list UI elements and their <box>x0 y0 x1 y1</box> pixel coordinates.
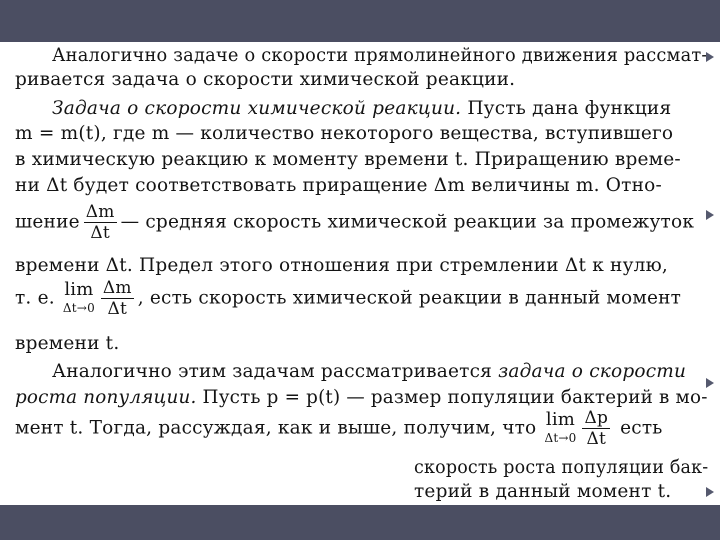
slide-top-band <box>0 0 720 42</box>
bullet-arrow-icon <box>706 487 714 497</box>
limit-subscript: Δt→0 <box>62 300 95 315</box>
fraction-denominator: Δt <box>586 429 607 449</box>
p2-line-1 <box>52 97 671 120</box>
p3-line-3-end: есть <box>620 417 663 439</box>
p2-line-4: ни Δt будет соответствовать приращение Δm величины m. Отно- <box>15 175 662 196</box>
fraction-dm-dt <box>84 202 117 243</box>
p2-line-7 <box>15 278 681 319</box>
p2-line-2: m = m(t), где m — количество некоторого вещества, вступившего <box>15 123 674 144</box>
p2-line-7-end: , есть скорость химической реакции в данный момент <box>137 287 682 309</box>
p2-line-7-start: т. е. <box>15 287 55 309</box>
limit-word: lim <box>545 408 576 430</box>
task-title: Задача о скорости химической реакции. <box>52 98 462 119</box>
limit-subscript: Δt→0 <box>544 430 577 445</box>
fraction-denominator: Δt <box>107 299 128 319</box>
p3-line-5: терий в данный момент t. <box>414 481 672 502</box>
p2-line-5-start: шение <box>15 211 80 233</box>
p1-line-2: ривается задача о скорости химической реакции. <box>15 69 516 90</box>
limit-expression <box>544 408 577 447</box>
fraction-dm-dt-limit <box>101 278 134 319</box>
bullet-arrow-icon <box>706 52 714 62</box>
p2-line-5-end: — средняя скорость химической реакции за промежуток <box>120 211 695 233</box>
p3-line-1 <box>52 360 686 383</box>
p3-line-1-start: Аналогично этим задачам рассматривается <box>52 361 499 382</box>
p2-line-5 <box>15 202 694 243</box>
p3-line-3 <box>15 408 663 449</box>
p3-line-2 <box>15 386 708 409</box>
fraction-numerator: Δm <box>85 202 115 222</box>
fraction-denominator: Δt <box>90 223 110 243</box>
p2-line-6: времени Δt. Предел этого отношения при стремлении Δt к нулю, <box>15 255 668 276</box>
p2-line-3: в химическую реакцию к моменту времени t. Приращению време- <box>15 149 681 170</box>
p3-line-2-italic: роста популяции. <box>15 387 197 408</box>
limit-expression <box>62 278 95 317</box>
limit-word: lim <box>64 278 94 300</box>
fraction-dp-dt <box>582 408 610 449</box>
p3-line-4: скорость роста популяции бак- <box>414 457 709 478</box>
p3-line-2-rest: Пусть p = p(t) — размер популяции бактерий в мо- <box>196 387 708 408</box>
p3-line-3-start: мент t. Тогда, рассуждая, как и выше, получим, что <box>15 417 537 439</box>
p1-line-1: Аналогично задаче о скорости прямолинейного движения рассмат- <box>52 45 708 66</box>
slide-bottom-band <box>0 505 720 540</box>
fraction-numerator: Δm <box>102 278 132 298</box>
bullet-arrow-icon <box>706 378 714 388</box>
p3-line-1-italic: задача о скорости <box>498 361 687 382</box>
fraction-numerator: Δp <box>584 408 609 428</box>
text-page <box>0 42 720 505</box>
p2-line-1-rest: Пусть дана функция <box>461 98 672 119</box>
bullet-arrow-icon <box>706 210 714 220</box>
p2-line-8: времени t. <box>15 333 120 354</box>
